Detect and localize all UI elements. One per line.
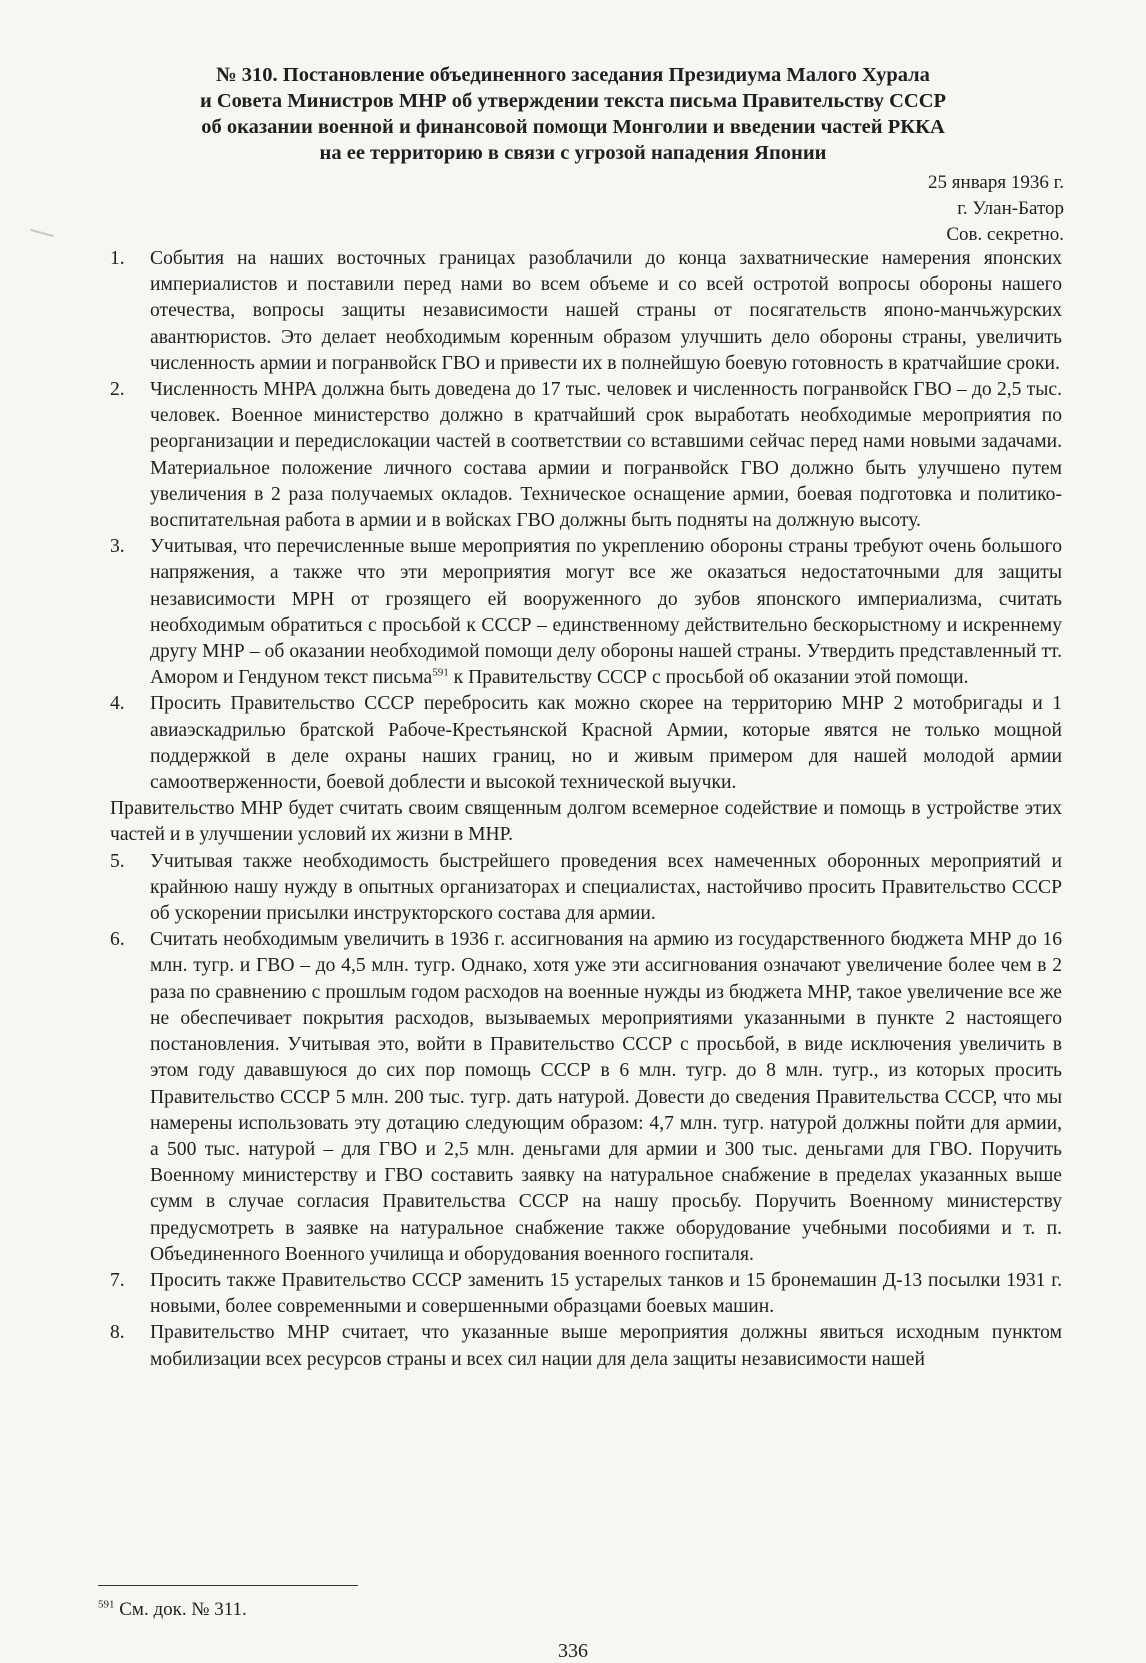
footnote-number: 591 xyxy=(98,1598,115,1611)
scan-mark xyxy=(30,229,54,237)
item-text: Правительство МНР считает, что указанные выше мероприятия должны явиться исходным пунктом мобилизации всех ресурсов страны и всех сил нации для дела защиты независимости нашей xyxy=(150,1322,1062,1370)
list-item xyxy=(110,927,1062,1268)
heading-line: на ее территорию в связи с угрозой нападения Японии xyxy=(319,142,827,164)
list-item xyxy=(110,691,1062,796)
item-text-after: к Правительству СССР с просьбой об оказании этой помощи. xyxy=(448,667,969,689)
item-number: 2. xyxy=(110,379,125,401)
classification: Сов. секретно. xyxy=(946,224,1064,245)
item-number: 6. xyxy=(110,929,125,951)
item-text: События на наших восточных границах разоблачили до конца захватнические намерения японских империалистов и поставили перед нами во всем объеме и со всей остротой вопросы обороны нашего отечества, вопросы защиты независимости нашей страны от посягательств японо-манчьжурских авантюристов. Это делает необходимым коренным образом улучшить дело обороны страны, увеличить численность армии и погранвойск ГВО и привести их в полнейшую боевую готовность в кратчайшие сроки. xyxy=(150,248,1062,374)
list-item xyxy=(110,849,1062,928)
footnote-ref[interactable]: 591 xyxy=(432,666,449,679)
item-number: 1. xyxy=(110,248,125,269)
item-text: Просить Правительство СССР перебросить как можно скорее на территорию МНР 2 мотобригады и 1 авиаэскадрилью братской Рабоче-Крестьянской Красной Армии, которые явятся не только мощной поддержкой в деле охраны наших границ, но и живым примером для нашей молодой армии самоотверженности, боевой доблести и высокой технической выучки. xyxy=(150,693,1062,794)
page-number: 336 xyxy=(558,1640,588,1662)
item-number: 5. xyxy=(110,850,125,872)
item-text: Учитывая также необходимость быстрейшего проведения всех намеченных оборонных мероприятий и крайнюю нашу нужду в опытных организаторах и специалистах, настойчиво просить Правительство СССР об ускорении присылки инструкторского состава для армии. xyxy=(150,850,1062,925)
footnote xyxy=(98,1598,247,1622)
item-text-before: Учитывая, что перечисленные выше мероприятия по укреплению обороны страны требуют очень большого напряжения, а также что эти мероприятия могут все же оказаться недостаточными для защиты независимости МРН от грозящего ей вооруженного до зубов японского империализма, считать необходимым обратиться с просьбой к СССР – единственному действительно бескорыстному и искреннему другу МНР – об оказании необходимой помощи делу обороны нашей страны. Утвердить представленный тт. Амором и Гендуном текст письма xyxy=(150,536,1062,689)
list-item xyxy=(110,246,1062,377)
item-text: Считать необходимым увеличить в 1936 г. ассигнования на армию из государственного бюджета МНР до 16 млн. тугр. и ГВО – до 4,5 млн. тугр. Однако, хотя уже эти ассигнования означают увеличение более чем в 2 раза по сравнению с прошлым годом расходов на военные нужды из бюджета МНР, такое увеличение все же не обеспечивает покрытия расходов, вызываемых мероприятиями указанными в пункте 2 настоящего постановления. Учитывая это, войти в Правительство СССР с просьбой, в виде исключения увеличить в этом году дававшуюся до сих пор помощь СССР в 6 млн. тугр. до 8 млн. тугр., из которых просить Правительство СССР 5 млн. 200 тыс. тугр. дать натурой. Довести до сведения Правительства СССР, что мы намерены использовать эту дотацию следующим образом: 4,7 млн. тугр. натурой должны пойти для армии, а 500 тыс. натурой – для ГВО и 2,5 млн. деньгами для армии и 300 тыс. деньгами для ГВО. Поручить Военному министерству и ГВО составить заявку на натуральное снабжение в пределах указанных выше сумм в случае согласия Правительства СССР на нашу просьбу. Поручить Военному министерству предусмотреть в заявке на натуральное снабжение также оборудование учебными пособиями и т. п. Объединенного Военного училища и оборудования военного госпиталя. xyxy=(150,929,1062,1265)
document-meta xyxy=(928,170,1064,248)
heading-line: и Совета Министров МНР об утверждении текста письма Правительству СССР xyxy=(199,90,947,112)
heading-line: № 310. Постановление объединенного заседания Президиума Малого Хурала xyxy=(216,64,930,86)
item-number: 4. xyxy=(110,693,125,715)
item-number: 8. xyxy=(110,1322,125,1344)
document-heading xyxy=(130,62,1016,166)
list-item xyxy=(110,1320,1062,1372)
item-text xyxy=(150,534,1062,691)
item-text: Численность МНРА должна быть доведена до 17 тыс. человек и численность погранвойск ГВО – до 2,5 тыс. человек. Военное министерство должно в кратчайший срок выработать необходимые мероприятия по реорганизации и передислокации частей в соответствии со вставшими сейчас перед нами новыми задачами. Материальное положение личного состава армии и погранвойск ГВО должно быть улучшено путем увеличения в 2 раза получаемых окладов. Техническое оснащение армии, боевая подготовка и политико-воспитательная работа в армии и в войсках ГВО должны быть подняты на должную высоту. xyxy=(150,379,1062,532)
item-number: 7. xyxy=(110,1269,125,1291)
list-item xyxy=(110,1268,1062,1320)
item-text: Просить также Правительство СССР заменить 15 устарелых танков и 15 бронемашин Д-13 посылки 1931 г. новыми, более современными и совершенными образцами боевых машин. xyxy=(150,1269,1062,1318)
document-place: г. Улан-Батор xyxy=(957,198,1064,219)
item-number: 3. xyxy=(110,536,125,558)
heading-line: об оказании военной и финансовой помощи Монголии и введении частей РККА xyxy=(201,116,945,138)
paragraph: Правительство МНР будет считать своим священным долгом всемерное содействие и помощь в устройстве этих частей и в улучшении условий их жизни в МНР. xyxy=(110,798,1062,846)
document-body xyxy=(110,246,1062,1373)
list-item xyxy=(110,534,1062,691)
list-item xyxy=(110,377,1062,534)
footnote-divider xyxy=(98,1585,358,1586)
footnote-text: См. док. № 311. xyxy=(114,1599,247,1620)
document-date: 25 января 1936 г. xyxy=(928,172,1064,193)
